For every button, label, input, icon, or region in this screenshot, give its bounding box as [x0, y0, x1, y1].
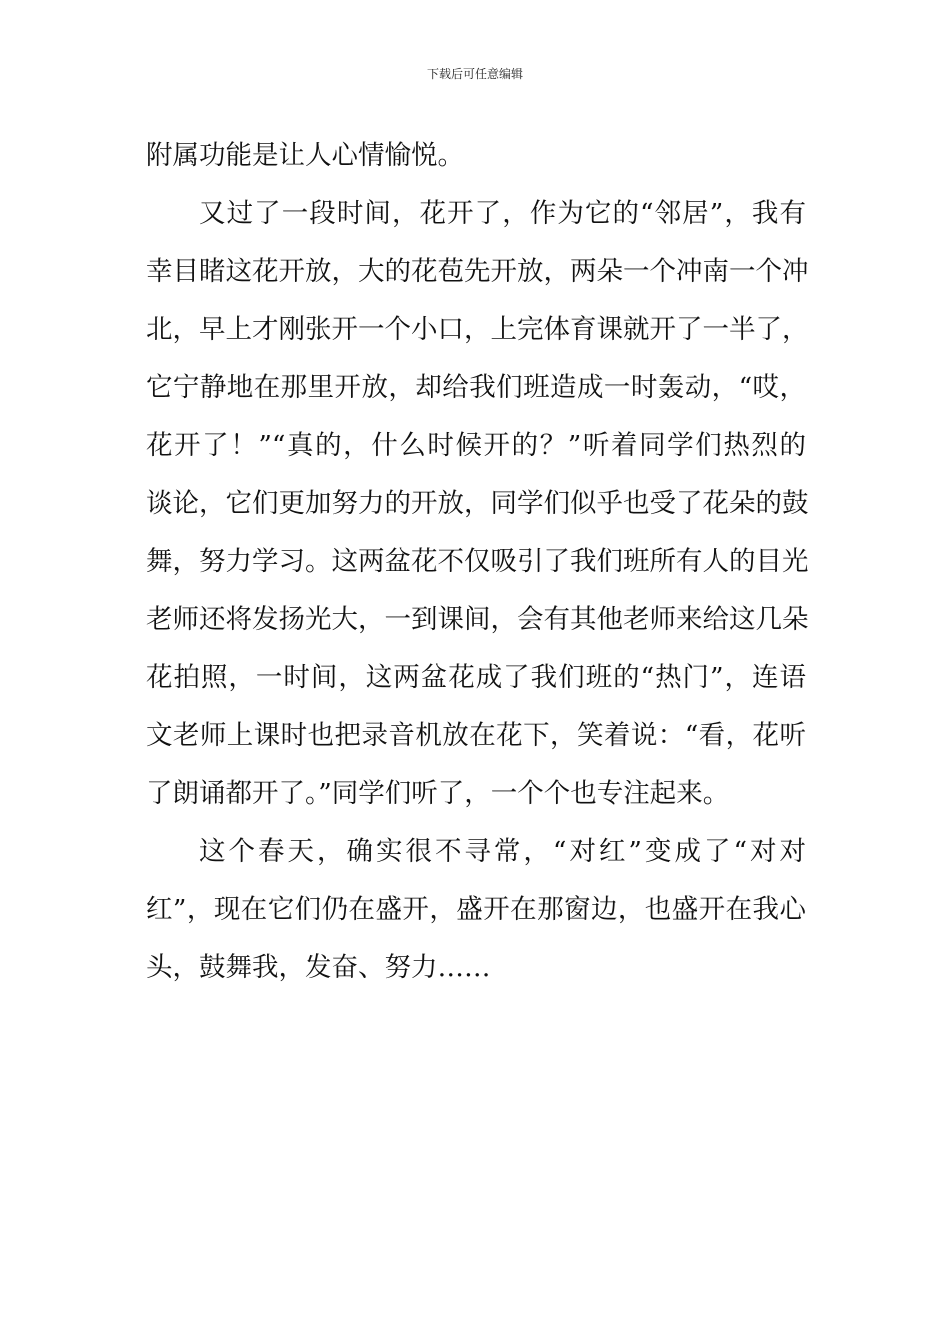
text-line: 花开了！”“真的，什么时候开的？”听着同学们热烈的 [146, 430, 806, 461]
page-header: 下载后可任意编辑 [426, 67, 523, 81]
text-line: 它宁静地在那里开放，却给我们班造成一时轰动，“哎， [146, 372, 806, 403]
text-line: 了朗诵都开了。”同学们听了，一个个也专注起来。 [146, 778, 730, 809]
text-line: 头，鼓舞我，发奋、努力…… [146, 952, 491, 983]
text-line: 附属功能是让人心情愉悦。 [146, 140, 464, 171]
text-line: 舞，努力学习。这两盆花不仅吸引了我们班所有人的目光 [146, 546, 809, 577]
text-line: 幸目睹这花开放，大的花苞先开放，两朵一个冲南一个冲 [146, 256, 809, 287]
text-line: 红”，现在它们仍在盛开，盛开在那窗边，也盛开在我心 [146, 894, 806, 925]
document-body [146, 127, 809, 997]
text-line: 这个春天，确实很不寻常，“对红”变成了“对对 [199, 836, 806, 867]
text-line: 谈论，它们更加努力的开放，同学们似乎也受了花朵的鼓 [146, 488, 809, 519]
text-line: 又过了一段时间，花开了，作为它的“邻居”，我有 [199, 198, 806, 229]
text-line: 北，早上才刚张开一个小口，上完体育课就开了一半了， [146, 314, 809, 345]
text-line: 老师还将发扬光大，一到课间，会有其他老师来给这几朵 [146, 604, 809, 635]
text-line: 花拍照，一时间，这两盆花成了我们班的“热门”，连语 [146, 662, 806, 693]
text-line: 文老师上课时也把录音机放在花下，笑着说：“看，花听 [146, 720, 806, 751]
